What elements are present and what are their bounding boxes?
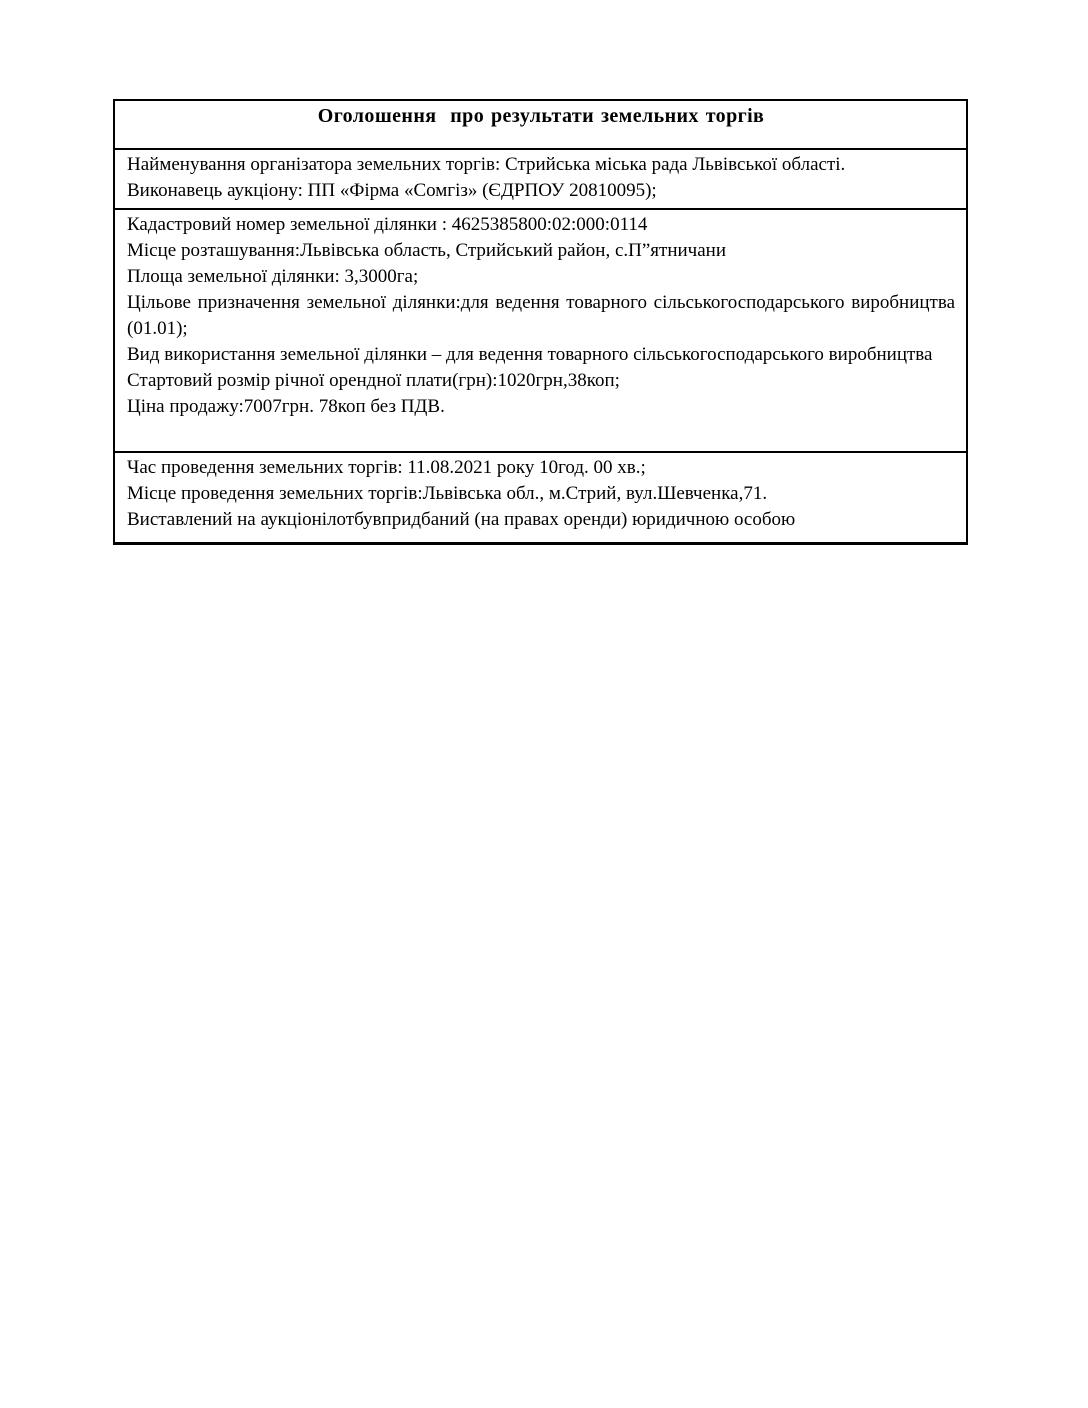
table-row-title [115,101,966,148]
designated-purpose-line: Цільове призначення земельної ділянки:для ведення товарного сільськогосподарського виробництва (01.01); [127,292,955,339]
area-line: Площа земельної ділянки: 3,3000га; [127,266,419,287]
auction-executor-line: Виконавець аукціону: ПП «Фірма «Сомгіз» (ЄДРПОУ 20810095); [127,180,657,201]
auction-result-line: Виставлений на аукціонілотбувпридбаний (на правах оренди) юридичною особою [127,509,796,530]
starting-rent-line: Стартовий розмір річної орендної плати(грн):1020грн,38коп; [127,370,620,391]
cadastral-number-line: Кадастровий номер земельної ділянки : 4625385800:02:000:0114 [127,214,648,235]
page-title: Оголошення про результати земельних торгів [317,105,765,127]
table-row-parcel-details [115,208,966,451]
table-row-organizer [115,148,966,208]
sale-price-line: Ціна продажу:7007грн. 78коп без ПДВ. [127,396,445,417]
auction-place-line: Місце проведення земельних торгів:Львівська обл., м.Стрий, вул.Шевченка,71. [127,483,768,504]
table-row-auction-info [115,451,966,542]
location-line: Місце розташування:Львівська область, Стрийський район, с.П”ятничани [127,240,726,261]
announcement-table [113,99,968,545]
organizer-name-line: Найменування організатора земельних торгів: Стрийська міська рада Львівської області. [127,154,846,175]
auction-time-line: Час проведення земельних торгів: 11.08.2021 року 10год. 00 хв.; [127,457,646,478]
usage-type-line: Вид використання земельної ділянки – для ведення товарного сільськогосподарського виробництва [127,344,933,365]
